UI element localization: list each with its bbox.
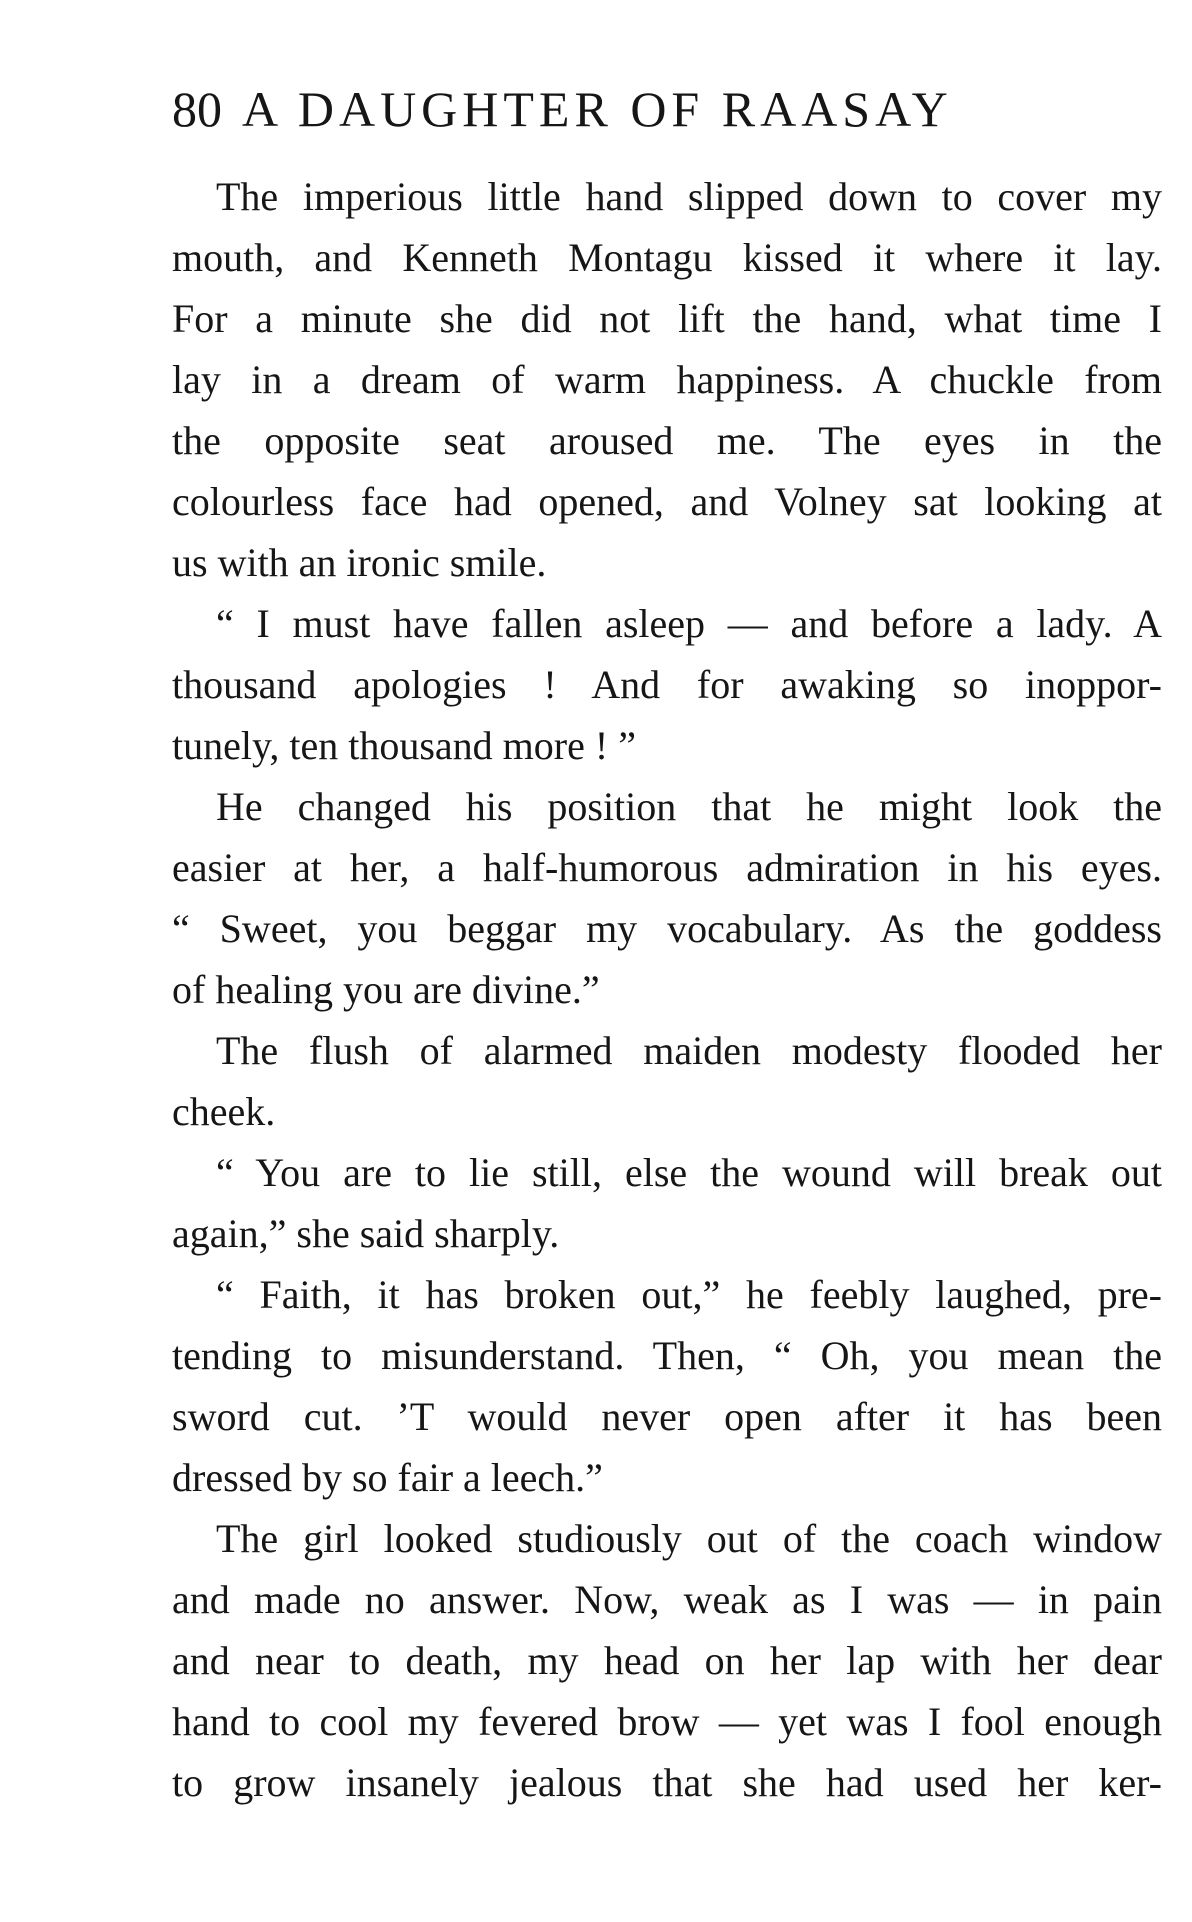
- text-line: lay in a dream of warm happiness. A chuckle from: [172, 357, 1162, 402]
- text-line: “ Sweet, you beggar my vocabulary. As the goddess: [172, 906, 1162, 951]
- text-line: and near to death, my head on her lap with her dear: [172, 1638, 1162, 1683]
- running-title: A DAUGHTER OF RAASAY: [242, 81, 953, 137]
- text-line: again,” she said sharply.: [172, 1211, 560, 1256]
- text-line: to grow insanely jealous that she had used her ker-: [172, 1760, 1162, 1805]
- body-text: [172, 166, 1162, 1813]
- text-line: thousand apologies ! And for awaking so inoppor-: [172, 662, 1162, 707]
- text-line: mouth, and Kenneth Montagu kissed it where it lay.: [172, 235, 1162, 280]
- text-line: hand to cool my fevered brow — yet was I fool enough: [172, 1699, 1162, 1744]
- text-line: sword cut. ’T would never open after it has been: [172, 1394, 1162, 1439]
- text-line: “ You are to lie still, else the wound will break out: [216, 1150, 1162, 1195]
- text-line: The girl looked studiously out of the coach window: [216, 1516, 1162, 1561]
- text-line: dressed by so fair a leech.”: [172, 1455, 603, 1500]
- text-line: of healing you are divine.”: [172, 967, 600, 1012]
- text-line: He changed his position that he might look the: [216, 784, 1162, 829]
- running-head: [172, 74, 1138, 144]
- text-line: The imperious little hand slipped down to cover my: [216, 174, 1162, 219]
- text-line: colourless face had opened, and Volney sat looking at: [172, 479, 1162, 524]
- text-line: For a minute she did not lift the hand, what time I: [172, 296, 1162, 341]
- text-line: The flush of alarmed maiden modesty flooded her: [216, 1028, 1162, 1073]
- text-line: tending to misunderstand. Then, “ Oh, you mean the: [172, 1333, 1162, 1378]
- text-line: us with an ironic smile.: [172, 540, 547, 585]
- text-line: the opposite seat aroused me. The eyes in the: [172, 418, 1162, 463]
- text-line: cheek.: [172, 1089, 276, 1134]
- text-line: “ Faith, it has broken out,” he feebly laughed, pre-: [216, 1272, 1162, 1317]
- text-line: easier at her, a half-humorous admiration in his eyes.: [172, 845, 1162, 890]
- text-line: “ I must have fallen asleep — and before a lady. A: [216, 601, 1162, 646]
- page-number: 80: [172, 81, 222, 137]
- text-line: tunely, ten thousand more ! ”: [172, 723, 636, 768]
- text-line: and made no answer. Now, weak as I was — in pain: [172, 1577, 1162, 1622]
